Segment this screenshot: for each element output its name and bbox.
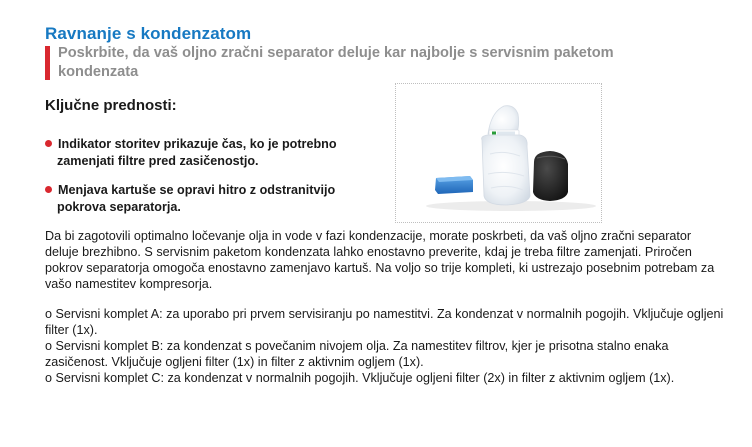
service-kit-illustration	[396, 84, 601, 222]
bullet-dot-icon	[45, 186, 52, 193]
subtitle-accent-bar	[45, 46, 50, 80]
page-title: Ravnanje s kondenzatom	[45, 24, 252, 43]
bullet-dot-icon	[45, 140, 52, 147]
intro-paragraph: Da bi zagotovili optimalno ločevanje olja in vode v fazi kondenzacije, morate poskrbeti, da vaš oljno zračni separator deluje brezhibno. S servisnim paketom kondenzata lahko enostavno preverite, kdaj je treba filtre zamenjati. Priročen pokrov separatorja omogoča enostavno zamenjavo kartuš. Na voljo so trije kompleti, ki ustrezajo posebnim potrebam za vašo namestitev kompresorja.	[45, 229, 715, 291]
service-kits-list	[45, 306, 725, 386]
benefit-item-line2: zamenjati filtre pred zasičenostjo.	[57, 154, 259, 168]
benefit-item-line1: Indikator storitev prikazuje čas, ko je potrebno	[58, 137, 337, 151]
benefit-item-line2: pokrova separatorja.	[57, 200, 181, 214]
benefit-item-line1: Menjava kartuše se opravi hitro z odstranitvijo	[58, 183, 336, 197]
service-kit-item: o Servisni komplet A: za uporabo pri prvem servisiranju po namestitvi. Za kondenzat v normalnih pogojih. Vključuje ogljeni filter (1x).	[45, 307, 724, 337]
page-subtitle: Poskrbite, da vaš oljno zračni separator deluje kar najbolje s servisnim paketom kondenzata	[58, 45, 614, 80]
benefits-heading: Ključne prednosti:	[45, 97, 177, 114]
service-kit-item: o Servisni komplet B: za kondenzat s povečanim nivojem olja. Za namestitev filtrov, kjer je prisotna stalno enaka zasičenost. Vključuje ogljeni filter (1x) in filter z aktivnim ogljem (1x).	[45, 339, 669, 369]
service-kit-item: o Servisni komplet C: za kondenzat v normalnih pogojih. Vključuje ogljeni filter (2x) in filter z aktivnim ogljem (1x).	[45, 371, 675, 385]
product-image	[395, 83, 602, 223]
benefit-item	[45, 136, 375, 170]
benefit-item	[45, 182, 375, 216]
